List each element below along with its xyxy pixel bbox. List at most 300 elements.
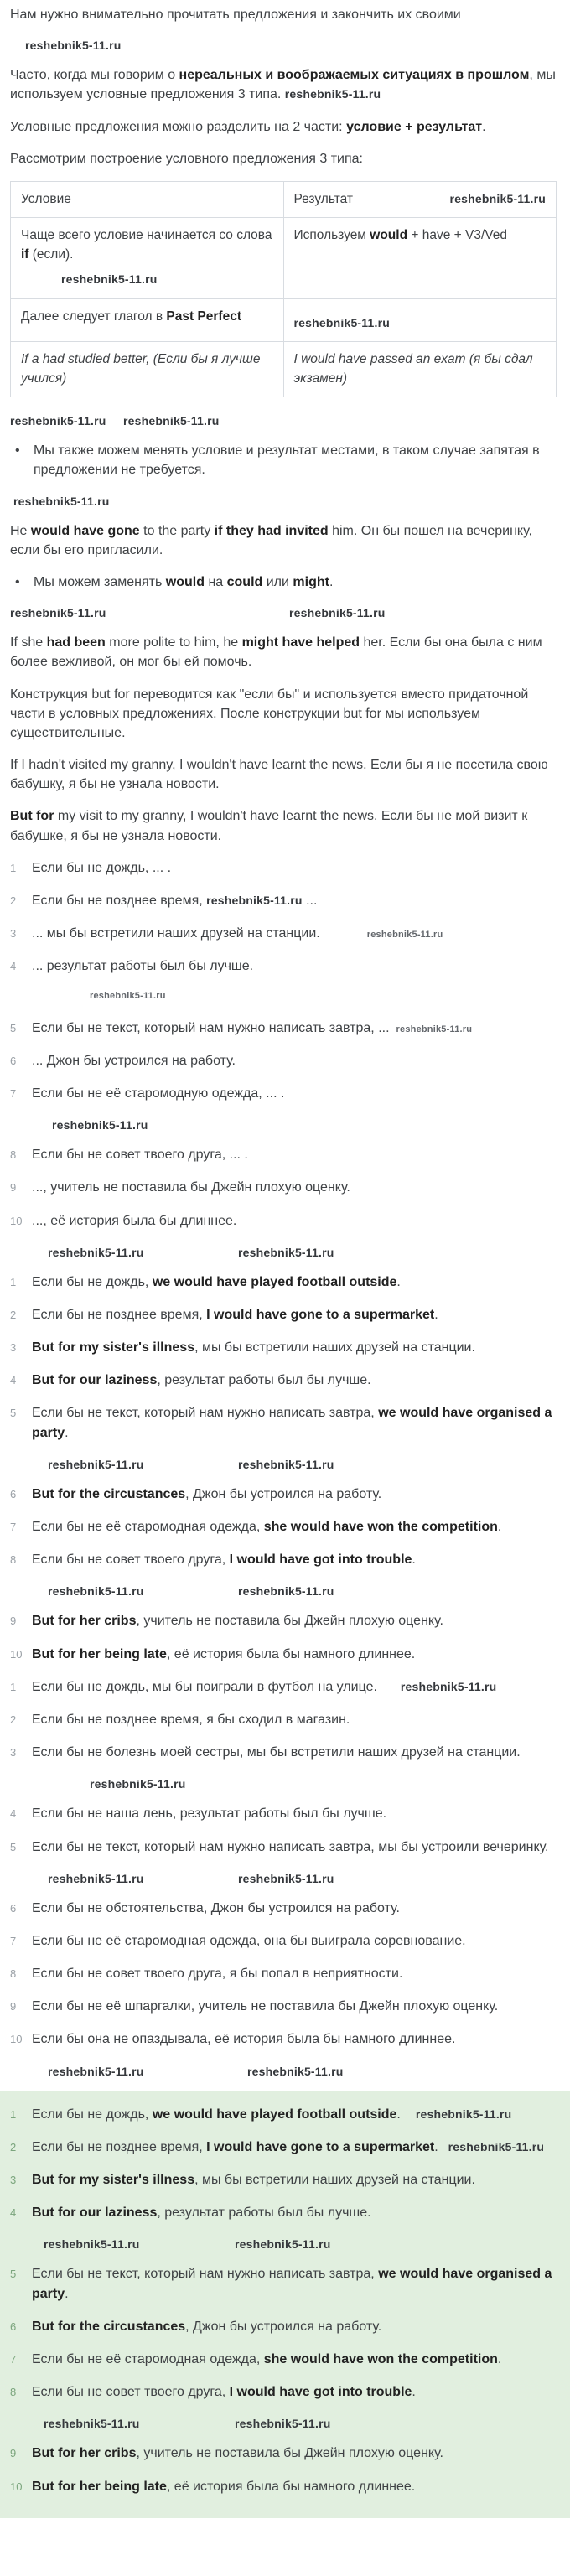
item-number: 3 (10, 1746, 17, 1760)
text-segment: , мы бы встретили наших друзей на станции. (194, 2173, 475, 2188)
item-text (32, 891, 557, 910)
text-segment: could (226, 574, 263, 589)
item-number: 3 (10, 1341, 17, 1355)
list-item (10, 1804, 557, 1823)
paragraph (10, 149, 557, 168)
item-text (32, 1837, 557, 1857)
item-number: 5 (10, 2268, 17, 2281)
text-segment: But for (10, 809, 54, 824)
item-text (32, 1178, 557, 1197)
list-item (10, 1743, 557, 1762)
watermark: reshebnik5-11.ru (90, 1777, 186, 1791)
list-item (10, 1517, 557, 1537)
watermark: reshebnik5-11.ru (48, 2064, 144, 2078)
item-number: 4 (10, 1374, 17, 1387)
list-item (10, 1305, 557, 1324)
list-item (10, 1371, 557, 1390)
text-segment: she would have won the competition (263, 1520, 498, 1535)
text-segment: I would have got into trouble (229, 1552, 412, 1568)
text-segment: would have gone (30, 523, 140, 538)
list-item (10, 2203, 557, 2222)
watermark: reshebnik5-11.ru (13, 494, 110, 508)
text-segment: ..., учитель не поставила бы Джейн плохую оценку. (32, 1180, 350, 1195)
text-segment: . (65, 1425, 69, 1440)
watermark: reshebnik5-11.ru (48, 1245, 144, 1259)
watermark-line (10, 1775, 557, 1796)
list-item (10, 2138, 557, 2157)
text-segment: Если бы не текст, который нам нужно написать завтра, мы бы устроили вечеринку. (32, 1839, 549, 1854)
list-item (10, 891, 557, 910)
watermark: reshebnik5-11.ru (238, 1584, 334, 1599)
text-segment: . (434, 1307, 438, 1322)
item-text (32, 2317, 557, 2336)
watermark-line (10, 1583, 557, 1603)
item-number: 7 (10, 1521, 17, 1534)
list-item (10, 956, 557, 976)
text-segment: would (165, 574, 205, 589)
item-number: 10 (10, 2480, 23, 2493)
text-segment: ... Джон бы устроился на работу. (32, 1053, 236, 1068)
text-segment: на (205, 574, 227, 589)
item-number: 6 (10, 1901, 17, 1915)
task-list (10, 858, 557, 1264)
item-text (32, 1403, 557, 1442)
list-item (10, 1084, 557, 1103)
text-segment: Если бы не текст, который нам нужно написать завтра, (32, 1406, 379, 1421)
item-number: 1 (10, 2107, 17, 2121)
item-text (32, 1371, 557, 1390)
text-segment: (если). (28, 246, 74, 262)
item-text (32, 2350, 557, 2369)
text-segment: Результат (293, 191, 353, 206)
text-segment: Рассмотрим построение условного предложения 3 типа: (10, 151, 363, 166)
text-segment: we would have played football outside (152, 1274, 397, 1289)
text-segment: . (396, 1274, 401, 1289)
paragraph (10, 117, 557, 137)
paragraph (10, 685, 557, 744)
text-segment: had been (46, 635, 106, 650)
item-number: 6 (10, 1054, 17, 1067)
watermark-line (10, 2415, 557, 2435)
text-segment: Если бы не текст, который нам нужно написать завтра, ... (32, 1020, 390, 1035)
item-number: 5 (10, 1840, 17, 1853)
answer-list (10, 1272, 557, 1664)
text-segment: Если бы не дождь, (32, 1274, 153, 1289)
item-text (32, 1084, 557, 1103)
list-item (10, 2444, 557, 2463)
watermark-line (10, 2063, 557, 2083)
text-segment: Если бы не наша лень, результат работы был бы лучше. (32, 1806, 387, 1822)
text-segment: . (329, 574, 334, 589)
item-number: 9 (10, 1615, 17, 1628)
watermark: reshebnik5-11.ru (289, 606, 386, 620)
list-item (10, 858, 557, 878)
list-item (10, 1710, 557, 1729)
text-segment: Если бы не её старомодная одежда, она бы выиграла соревнование. (32, 1933, 466, 1948)
watermark: reshebnik5-11.ru (247, 2064, 344, 2078)
text-segment: Если бы не позднее время, я бы сходил в магазин. (32, 1712, 350, 1727)
text-segment: If she (10, 635, 47, 650)
list-item (10, 924, 557, 943)
text-segment: we would have organised a party (32, 2267, 552, 2301)
item-number: 3 (10, 927, 17, 941)
item-text (32, 1550, 557, 1569)
text-segment: But for her cribs (32, 1614, 137, 1629)
text-segment: Мы можем заменять (34, 574, 166, 589)
watermark-line (10, 412, 557, 433)
item-number: 2 (10, 1713, 17, 1726)
text-segment: Далее следует глагол в (21, 308, 167, 324)
item-text (32, 1338, 557, 1357)
text-segment: , результат работы был бы лучше. (157, 1373, 371, 1388)
item-text (32, 2264, 557, 2303)
list-item (10, 1550, 557, 1569)
text-segment: Past Perfect (166, 308, 241, 324)
item-number: 8 (10, 1148, 17, 1162)
text-segment: ... мы бы встретили наших друзей на станции. (32, 926, 320, 941)
item-text (32, 1051, 557, 1070)
text-segment: Если бы она не опаздывала, её история была бы намного длиннее. (32, 2032, 456, 2047)
text-segment: Используем (293, 228, 370, 243)
item-text (32, 1899, 557, 1918)
table-header-cell (11, 181, 284, 217)
list-item (10, 1051, 557, 1070)
text-segment: Условные предложения можно разделить на 2 части: (10, 119, 347, 134)
watermark: reshebnik5-11.ru (61, 272, 158, 287)
list-item (10, 2029, 557, 2049)
list-item (10, 2350, 557, 2369)
item-text (32, 1743, 557, 1762)
watermark: reshebnik5-11.ru (90, 990, 166, 1001)
watermark: reshebnik5-11.ru (44, 2417, 140, 2431)
text-segment: we would have played football outside (152, 2107, 397, 2122)
text-segment: . (497, 1520, 502, 1535)
watermark: reshebnik5-11.ru (396, 1024, 473, 1034)
text-segment: Если бы не её старомодную одежда, ... . (32, 1086, 285, 1101)
item-text (32, 1485, 557, 1504)
text-segment: Если бы не её старомодная одежда, (32, 1520, 264, 1535)
watermark-line (294, 314, 547, 333)
watermark: reshebnik5-11.ru (48, 1871, 144, 1885)
list-item (10, 1837, 557, 1857)
text-segment: Если бы не позднее время, (32, 1307, 207, 1322)
text-segment: But for the circustances (32, 1486, 186, 1501)
item-text (32, 2444, 557, 2463)
watermark: reshebnik5-11.ru (448, 2139, 545, 2154)
text-segment: if they had invited (214, 523, 329, 538)
item-text (32, 2170, 557, 2190)
text-segment: If a had studied better, (21, 352, 150, 367)
text-segment: , результат работы был бы лучше. (157, 2205, 371, 2221)
text-segment: , учитель не поставила бы Джейн плохую оценку. (136, 2446, 443, 2461)
item-text (32, 924, 557, 943)
item-number: 6 (10, 1487, 17, 1501)
text-segment: , Джон бы устроился на работу. (185, 1486, 382, 1501)
watermark-line (10, 1456, 557, 1476)
text-segment: Если бы не обстоятельства, Джон бы устроился на работу. (32, 1900, 400, 1915)
item-number: 8 (10, 1967, 17, 1981)
text-segment: He (10, 523, 31, 538)
item-number: 6 (10, 2319, 17, 2333)
list-item (10, 2264, 557, 2303)
item-text (32, 1272, 557, 1292)
item-text (32, 2029, 557, 2049)
list-item (10, 1931, 557, 1951)
watermark: reshebnik5-11.ru (293, 315, 390, 329)
text-segment: would (370, 228, 408, 243)
item-number: 10 (10, 2033, 23, 2046)
text-segment: Если бы не позднее время, (32, 2139, 207, 2154)
text-segment: . (396, 2107, 401, 2122)
item-number: 1 (10, 1680, 17, 1693)
text-segment: , учитель не поставила бы Джейн плохую оценку. (136, 1614, 443, 1629)
text-segment: Если бы не совет твоего друга, (32, 1552, 230, 1568)
item-number: 3 (10, 2174, 17, 2187)
text-segment: Если бы не совет твоего друга, я бы попал в неприятности. (32, 1967, 403, 1982)
list-item (10, 1997, 557, 2016)
list-item (10, 1899, 557, 1918)
item-text (32, 1145, 557, 1164)
text-segment: Если бы не дождь, ... . (32, 860, 172, 875)
item-number: 9 (10, 1181, 17, 1195)
watermark-line (10, 37, 557, 57)
text-segment: . (412, 1552, 416, 1568)
text-segment: . (412, 2385, 416, 2400)
item-number: 1 (10, 1275, 17, 1288)
watermark: reshebnik5-11.ru (284, 87, 381, 101)
item-number: 7 (10, 1086, 17, 1100)
text-segment: ... (302, 894, 318, 909)
text-segment: Нам нужно внимательно прочитать предложения и закончить их своими (10, 8, 461, 22)
watermark: reshebnik5-11.ru (48, 1457, 144, 1471)
list-item (10, 2105, 557, 2124)
watermark-line (10, 1244, 557, 1264)
item-number: 10 (10, 1647, 23, 1661)
item-number: 1 (10, 861, 17, 874)
item-text (32, 1677, 557, 1697)
bullet-paragraph (10, 441, 557, 479)
watermark: reshebnik5-11.ru (366, 930, 443, 941)
text-segment: ..., её история была бы длиннее. (32, 1213, 237, 1228)
text-segment: Чаще всего условие начинается со слова (21, 228, 272, 243)
watermark-line (10, 604, 557, 625)
watermark: reshebnik5-11.ru (48, 1584, 144, 1599)
text-segment: или (262, 574, 293, 589)
list-item (10, 1211, 557, 1231)
item-number: 7 (10, 2352, 17, 2366)
item-text (32, 2138, 557, 2157)
watermark-line (10, 1870, 557, 1890)
text-segment: But for our laziness (32, 2205, 158, 2221)
text-segment: him. Он бы пошел на вечеринку, если бы его пригласили. (10, 523, 532, 557)
text-segment: условие + результат (346, 119, 483, 134)
item-number: 5 (10, 1021, 17, 1034)
text-segment: Если бы не совет твоего друга, ... . (32, 1148, 248, 1163)
text-segment: + have + V3/Ved (407, 228, 507, 243)
text-segment: . (434, 2139, 438, 2154)
text-segment: (Если бы я лучше учился) (21, 352, 261, 386)
list-item (10, 1338, 557, 1357)
text-segment: Часто, когда мы говорим о (10, 68, 179, 83)
list-item (10, 1018, 557, 1038)
list-item (10, 1611, 557, 1630)
item-text (32, 1211, 557, 1231)
text-segment: But for the circustances (32, 2319, 186, 2334)
bullet-paragraph (10, 573, 557, 592)
list-item (10, 2382, 557, 2402)
item-number: 10 (10, 1214, 23, 1227)
item-text (32, 1611, 557, 1630)
watermark-line (10, 1117, 557, 1137)
text-segment: , Джон бы устроился на работу. (185, 2319, 382, 2334)
item-number: 5 (10, 1407, 17, 1420)
text-segment: , мы бы встретили наших друзей на станции. (194, 1340, 475, 1355)
paragraph (10, 5, 557, 24)
text-segment: But for her being late (32, 1646, 167, 1661)
watermark-line (10, 990, 557, 1010)
text-segment: I would have gone to a supermarket (206, 1307, 435, 1322)
bullet-icon: • (15, 443, 20, 459)
watermark: reshebnik5-11.ru (449, 191, 546, 205)
text-segment: Если бы не совет твоего друга, (32, 2385, 230, 2400)
item-text (32, 1964, 557, 1983)
table-cell (11, 342, 284, 397)
watermark: reshebnik5-11.ru (44, 2237, 140, 2252)
final-answer-list (0, 2091, 570, 2518)
item-text (32, 858, 557, 878)
table-cell (283, 342, 557, 397)
watermark: reshebnik5-11.ru (206, 894, 303, 908)
text-segment: I would have gone to a supermarket (206, 2139, 435, 2154)
item-text (32, 2203, 557, 2222)
list-item (10, 1272, 557, 1292)
list-item (10, 1485, 557, 1504)
text-segment: an exam (я бы сдал экзамен) (293, 352, 533, 386)
text-segment: нереальных и воображаемых ситуациях в прошлом (179, 68, 530, 83)
watermark: reshebnik5-11.ru (415, 2107, 512, 2121)
list-item (10, 2317, 557, 2336)
text-segment: Если бы не болезнь моей сестры, мы бы встретили наших друзей на станции. (32, 1745, 521, 1760)
text-segment: , её история была бы намного длиннее. (166, 2479, 416, 2494)
watermark: reshebnik5-11.ru (25, 39, 122, 53)
text-segment: Если бы не её шпаргалки, учитель не поставила бы Джейн плохую оценку. (32, 1999, 499, 2014)
watermark: reshebnik5-11.ru (238, 1871, 334, 1885)
watermark: reshebnik5-11.ru (238, 1245, 334, 1259)
bullet-icon: • (15, 574, 20, 589)
text-segment: . (497, 2351, 502, 2366)
list-item (10, 1645, 557, 1664)
text-segment: But for my sister's illness (32, 1340, 195, 1355)
table-header-cell (283, 181, 557, 217)
watermark: reshebnik5-11.ru (235, 2237, 331, 2252)
text-segment: Условие (21, 191, 71, 206)
text-segment: But for her cribs (32, 2446, 137, 2461)
text-segment: , мы используем условные предложения 3 типа. (10, 68, 556, 102)
text-segment: might have helped (241, 635, 360, 650)
text-segment: to the party (139, 523, 215, 538)
item-text (32, 1997, 557, 2016)
text-segment: her. Если бы она была с ним более вежливой, он мог бы ей помочь. (10, 635, 542, 670)
conditional-type3-table (10, 181, 557, 397)
item-number: 8 (10, 2386, 17, 2399)
text-segment: she would have won the competition (263, 2351, 498, 2366)
item-number: 2 (10, 2140, 17, 2154)
list-item (10, 2477, 557, 2496)
list-item (10, 1403, 557, 1442)
translation-list (10, 1677, 557, 2083)
text-segment: Если бы не позднее время, (32, 894, 207, 909)
text-segment: If I hadn't visited my granny, I wouldn't have learnt the news. Если бы я не посетила свою бабушку, я бы не узнала новости. (10, 758, 548, 792)
item-text (32, 2382, 557, 2402)
paragraph (10, 806, 557, 845)
item-text (32, 956, 557, 976)
item-number: 9 (10, 2000, 17, 2014)
text-segment: Конструкция but for переводится как "если бы" и используется вместо придаточной части в условных предложениях. После конструкции but for мы используем существительные. (10, 687, 529, 740)
item-number: 2 (10, 1308, 17, 1321)
watermark: reshebnik5-11.ru (10, 606, 106, 620)
item-text (32, 2105, 557, 2124)
item-number: 4 (10, 2206, 17, 2220)
watermark: reshebnik5-11.ru (123, 414, 220, 428)
text-segment: I would have passed (293, 352, 412, 367)
text-segment: we would have organised a party (32, 1406, 552, 1440)
item-text (32, 1305, 557, 1324)
watermark: reshebnik5-11.ru (10, 414, 106, 428)
list-item (10, 1178, 557, 1197)
text-segment: Если бы не её старомодная одежда, (32, 2351, 264, 2366)
text-segment: Если бы не дождь, мы бы поиграли в футбол на улице. (32, 1679, 377, 1694)
text-segment: if (21, 246, 29, 262)
text-segment: ... результат работы был бы лучше. (32, 959, 254, 974)
list-item (10, 1677, 557, 1697)
text-segment: more polite to him, he (105, 635, 242, 650)
table-cell (11, 218, 284, 298)
item-text (32, 2477, 557, 2496)
item-text (32, 1804, 557, 1823)
text-segment: Мы также можем менять условие и результат местами, в таком случае запятая в предложении не требуется. (34, 443, 540, 478)
text-segment: I would have got into trouble (229, 2385, 412, 2400)
table-cell (283, 218, 557, 298)
text-segment: Если бы не дождь, (32, 2107, 153, 2122)
paragraph (10, 633, 557, 671)
text-segment: But for her being late (32, 2479, 167, 2494)
watermark-line (10, 2236, 557, 2256)
watermark-line (10, 493, 557, 513)
paragraph (10, 521, 557, 560)
text-segment: But for our laziness (32, 1373, 158, 1388)
text-segment: , её история была бы намного длиннее. (166, 1646, 416, 1661)
text-segment: But for my sister's illness (32, 2173, 195, 2188)
item-text (32, 1018, 557, 1038)
item-number: 8 (10, 1553, 17, 1567)
item-number: 7 (10, 1934, 17, 1947)
bullet-text (34, 441, 557, 479)
watermark: reshebnik5-11.ru (400, 1679, 497, 1693)
list-item (10, 1964, 557, 1983)
item-text (32, 1645, 557, 1664)
list-item (10, 2170, 557, 2190)
table-cell (11, 298, 284, 341)
item-text (32, 1710, 557, 1729)
text-segment: . (65, 2286, 69, 2301)
item-text (32, 1931, 557, 1951)
paragraph (10, 755, 557, 794)
watermark: reshebnik5-11.ru (238, 1457, 334, 1471)
item-number: 4 (10, 1807, 17, 1821)
text-segment: might (293, 574, 329, 589)
text-segment: . (482, 119, 486, 134)
paragraph (10, 65, 557, 104)
